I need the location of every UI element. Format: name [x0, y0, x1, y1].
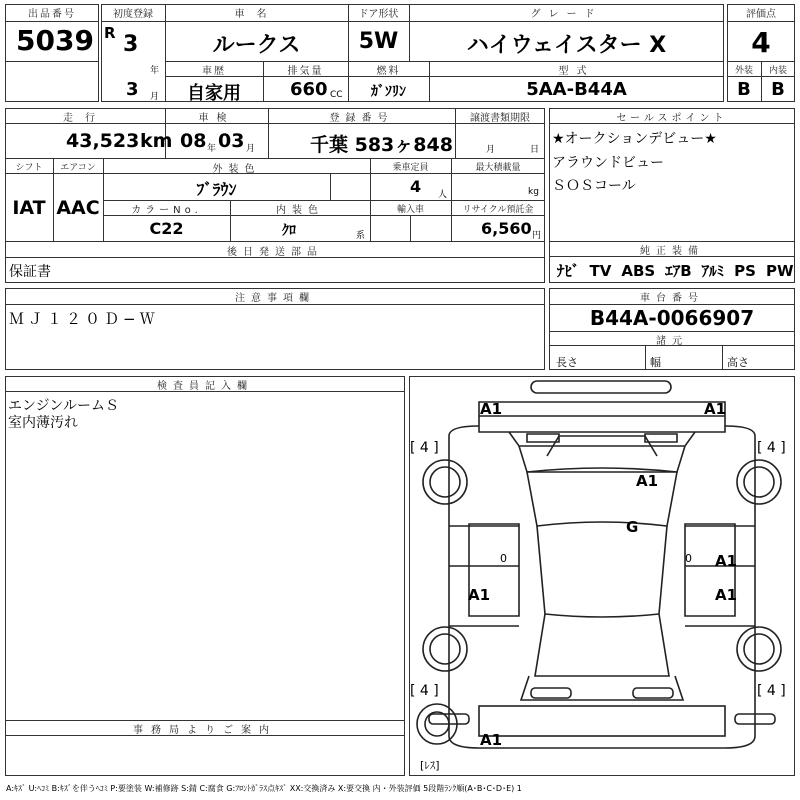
first-reg-year: 3: [123, 32, 139, 57]
fuel-label: 燃料: [376, 66, 401, 77]
max-load-unit: kg: [528, 187, 539, 197]
equipment-item: PS: [734, 262, 756, 280]
ext-color-label: 外装色: [212, 164, 261, 175]
exterior-label: 外装: [734, 66, 753, 76]
mileage-unit: km: [140, 130, 173, 152]
damage-mark: G: [626, 518, 639, 536]
equipment-item: ｴｱB: [665, 262, 692, 280]
grade-value: ハイウェイスター X: [466, 33, 667, 58]
mileage-value: 43,523: [66, 130, 140, 152]
score-value: 4: [751, 26, 771, 59]
first-reg-month-unit: 月: [150, 92, 160, 102]
specs-label: 諸元: [656, 336, 688, 347]
notes-label: 注意事項欄: [235, 293, 315, 304]
fuel-value: ｶﾞｿﾘﾝ: [371, 84, 406, 100]
inspection-year-unit: 年: [207, 144, 217, 154]
interior-value: B: [771, 79, 785, 100]
equipment-item: TV: [589, 262, 612, 280]
history-value: 自家用: [187, 83, 241, 104]
first-reg-year-unit: 年: [150, 66, 160, 76]
inspector-label: 検査員記入欄: [157, 381, 253, 392]
chassis-label: 車台番号: [640, 293, 704, 304]
spec-width-label: 幅: [650, 356, 661, 369]
inspection-year: 08: [180, 130, 207, 152]
shift-value: IAT: [12, 197, 46, 219]
later-parts-label: 後日発送部品: [227, 247, 323, 258]
door-label: ドア形状: [358, 9, 399, 20]
lot-label: 出品番号: [28, 9, 76, 20]
score-label: 評価点: [746, 9, 776, 20]
import-label: 輸入車: [396, 205, 424, 215]
transfer-label: 譲渡書類期限: [470, 113, 530, 124]
recycle-unit: 円: [532, 231, 542, 241]
history-label: 車歴: [202, 66, 226, 77]
grade-label: グレード: [530, 9, 603, 20]
damage-mark: A1: [704, 400, 727, 418]
equipment-item: PW: [765, 262, 794, 280]
damage-mark: 0: [685, 552, 692, 565]
car-name-label: 車名: [234, 9, 279, 20]
inspector-box: [5, 376, 405, 776]
sales-points-label: セールスポイント: [616, 113, 728, 124]
model-code: 5AA-B44A: [526, 79, 627, 100]
sales-point-line: アラウンドビュー: [552, 155, 664, 171]
first-reg-month: 3: [126, 79, 139, 100]
later-parts-box: [5, 257, 545, 283]
recycle-value: 6,560: [481, 219, 532, 238]
ext-color-value: ﾌﾞﾗｳﾝ: [196, 180, 237, 199]
registration-value: 千葉 583ヶ848: [310, 134, 453, 156]
damage-mark: A1: [715, 552, 738, 570]
mileage-label: 走行: [63, 113, 107, 124]
interior-label: 内装: [768, 66, 787, 76]
spec-height-label: 高さ: [727, 356, 749, 369]
chassis-value: B44A-0066907: [589, 306, 755, 330]
equipment-items: [557, 260, 794, 281]
equipment-item: ｱﾙﾐ: [701, 262, 725, 280]
tire-depth: [ 4 ]: [410, 683, 439, 699]
model-code-label: 型式: [558, 66, 595, 77]
notes-value: ＭＪ１２０Ｄ−Ｗ: [9, 310, 159, 328]
transfer-month-unit: 月: [486, 145, 496, 155]
aircon-label: エアコン: [60, 163, 96, 173]
displacement-unit: CC: [330, 90, 343, 100]
transfer-day-unit: 日: [530, 145, 540, 155]
car-diagram: [409, 376, 795, 776]
displacement-value: 660: [290, 79, 328, 100]
car-name: ルークス: [212, 33, 301, 58]
tire-depth: [ 4 ]: [757, 683, 786, 699]
displacement-label: 排気量: [287, 66, 324, 77]
int-color-label: 内装色: [276, 205, 324, 216]
shift-label: シフト: [15, 163, 43, 173]
exterior-value: B: [737, 79, 751, 100]
color-no-label: カラーNo.: [131, 205, 202, 216]
inspection-month-unit: 月: [246, 144, 256, 154]
spare-tire-label: [ﾚｽ]: [420, 759, 440, 772]
equipment-label: 純正装備: [640, 246, 704, 257]
registration-label: 登録番号: [329, 113, 394, 124]
equipment-item: ﾅﾋﾞ: [557, 262, 580, 280]
damage-mark: A1: [468, 586, 491, 604]
damage-mark: A1: [715, 586, 738, 604]
later-parts-value: 保証書: [9, 264, 51, 280]
tire-depth: [ 4 ]: [410, 440, 439, 456]
capacity-value: 4: [410, 177, 422, 196]
inspector-line: 室内薄汚れ: [8, 415, 78, 431]
damage-mark: A1: [480, 400, 503, 418]
inspector-line: エンジンルームＳ: [8, 398, 119, 414]
first-reg-label: 初度登録: [113, 9, 153, 20]
tire-depth: [ 4 ]: [757, 440, 786, 456]
sales-point-line: ★オークションデビュー★: [552, 131, 717, 147]
equipment-item: ABS: [621, 262, 656, 280]
aircon-value: AAC: [56, 197, 100, 219]
door-value: 5W: [358, 29, 399, 54]
sales-point-line: ＳＯＳコール: [552, 178, 636, 194]
max-load-label: 最大積載量: [475, 163, 521, 173]
capacity-label: 乗車定員: [392, 163, 429, 173]
legend: A:ｷｽﾞ U:ﾍｺﾐ B:ｷｽﾞを伴うﾍｺﾐ P:要塗装 W:補修跡 S:錆 C:腐食 G:ﾌﾛﾝﾄｶﾞﾗｽ点ｷｽﾞ XX:交換済み X:要交換 内・外装評価 5段階ﾗﾝｸ順(A･B･C･D･E) 1: [6, 784, 522, 793]
lot-number: 5039: [16, 24, 94, 57]
int-color-unit: 系: [356, 231, 366, 241]
office-label: 事務局よりご案内: [133, 725, 277, 736]
damage-mark: A1: [636, 472, 659, 490]
damage-mark: A1: [480, 731, 503, 749]
damage-mark: 0: [500, 552, 507, 565]
first-reg-era: R: [104, 24, 116, 42]
inspection-month: 03: [218, 130, 245, 152]
recycle-label: リサイクル預託金: [462, 205, 534, 215]
color-no-value: C22: [149, 219, 184, 238]
inspection-label: 車検: [198, 113, 235, 124]
capacity-unit: 人: [438, 190, 448, 200]
int-color-value: ｸﾛ: [282, 223, 296, 239]
spec-length-label: 長さ: [556, 356, 578, 369]
